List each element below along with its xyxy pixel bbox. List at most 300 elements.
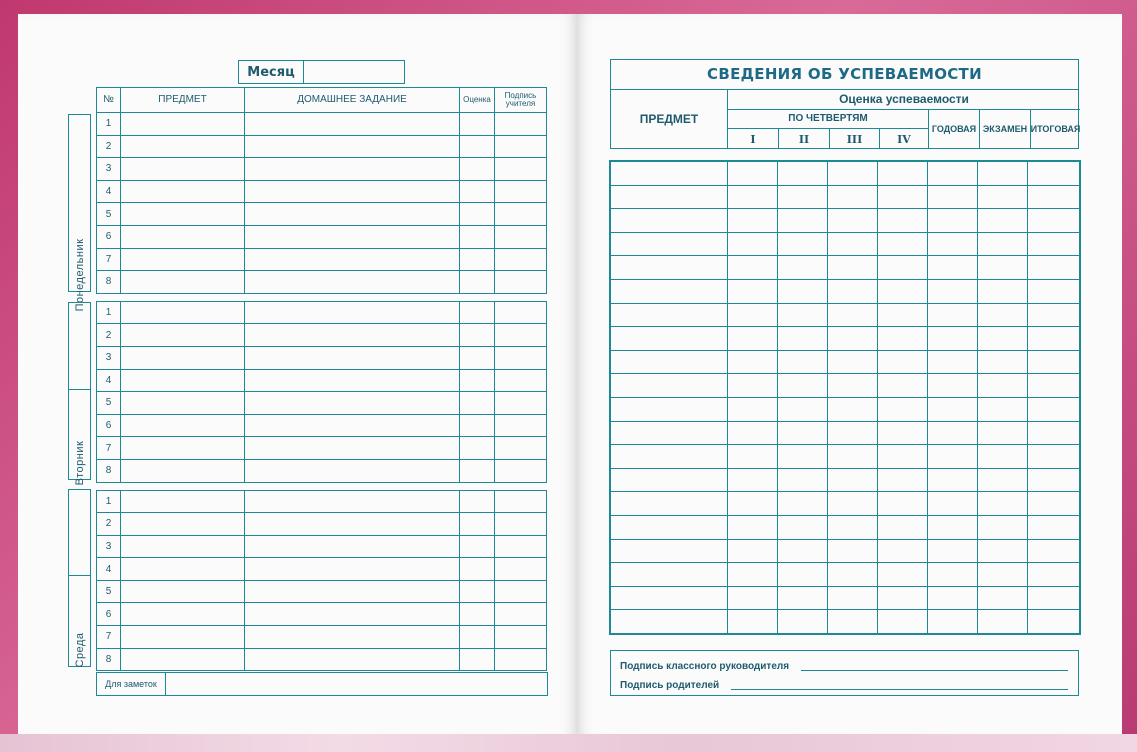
quarter-2-cell[interactable] xyxy=(778,232,828,256)
quarter-1-cell[interactable] xyxy=(728,492,778,516)
subject-cell[interactable] xyxy=(121,248,245,271)
subject-cell[interactable] xyxy=(121,414,245,437)
subject-cell[interactable] xyxy=(611,303,728,327)
lesson-row xyxy=(97,203,547,226)
annual-cell[interactable] xyxy=(928,327,978,351)
subject-cell[interactable] xyxy=(121,113,245,136)
grades-row xyxy=(611,303,1080,327)
teacher-signature-cell[interactable] xyxy=(495,180,547,203)
annual-cell[interactable] xyxy=(928,303,978,327)
homework-cell[interactable] xyxy=(245,603,460,626)
teacher-signature-cell[interactable] xyxy=(495,626,547,649)
homework-cell[interactable] xyxy=(245,225,460,248)
quarter-2-cell[interactable] xyxy=(778,350,828,374)
quarter-4-cell[interactable] xyxy=(878,421,928,445)
homework-cell[interactable] xyxy=(245,535,460,558)
quarter-4-cell[interactable] xyxy=(878,492,928,516)
column-homework: ДОМАШНЕЕ ЗАДАНИЕ xyxy=(245,88,460,113)
annual-cell[interactable] xyxy=(928,445,978,469)
quarter-3-cell[interactable] xyxy=(828,327,878,351)
quarter-3-cell[interactable] xyxy=(828,162,878,186)
teacher-signature-line2: учителя xyxy=(505,99,536,108)
exam-cell[interactable] xyxy=(978,374,1028,398)
quarter-4-cell[interactable] xyxy=(878,185,928,209)
quarter-3-cell[interactable] xyxy=(828,279,878,303)
exam-cell[interactable] xyxy=(978,350,1028,374)
quarter-4-cell[interactable] xyxy=(878,586,928,610)
subject-cell[interactable] xyxy=(611,492,728,516)
quarter-4-cell[interactable] xyxy=(878,303,928,327)
quarter-4-cell[interactable] xyxy=(878,468,928,492)
quarter-3-cell[interactable] xyxy=(828,232,878,256)
annual-header: ГОДОВАЯ xyxy=(931,124,977,134)
annual-cell[interactable] xyxy=(928,586,978,610)
subject-cell[interactable] xyxy=(611,586,728,610)
quarter-2-cell[interactable] xyxy=(778,397,828,421)
quarter-2-cell[interactable] xyxy=(778,445,828,469)
final-cell[interactable] xyxy=(1028,539,1080,563)
lesson-row xyxy=(97,558,547,581)
lesson-row xyxy=(97,459,547,482)
subject-cell[interactable] xyxy=(121,158,245,181)
teacher-signature-cell[interactable] xyxy=(495,490,547,513)
exam-cell[interactable] xyxy=(978,515,1028,539)
quarter-1-cell[interactable] xyxy=(728,162,778,186)
annual-cell[interactable] xyxy=(928,397,978,421)
teacher-signature-cell[interactable] xyxy=(495,414,547,437)
lesson-number: 5 xyxy=(97,580,121,603)
final-cell[interactable] xyxy=(1028,397,1080,421)
exam-cell[interactable] xyxy=(978,610,1028,634)
subject-cell[interactable] xyxy=(611,350,728,374)
teacher-signature-cell[interactable] xyxy=(495,392,547,415)
lesson-row xyxy=(97,271,547,294)
quarter-1-cell[interactable] xyxy=(728,421,778,445)
teacher-signature-cell[interactable] xyxy=(495,580,547,603)
quarter-3-cell[interactable] xyxy=(828,586,878,610)
subject-cell[interactable] xyxy=(611,232,728,256)
exam-cell[interactable] xyxy=(978,421,1028,445)
teacher-signature-cell[interactable] xyxy=(495,603,547,626)
grade-cell[interactable] xyxy=(460,580,495,603)
homework-cell[interactable] xyxy=(245,392,460,415)
quarter-1-cell[interactable] xyxy=(728,610,778,634)
homework-cell[interactable] xyxy=(245,369,460,392)
teacher-signature-cell[interactable] xyxy=(495,324,547,347)
teacher-signature-cell[interactable] xyxy=(495,248,547,271)
quarter-4-cell[interactable] xyxy=(878,350,928,374)
quarter-4-cell[interactable] xyxy=(878,610,928,634)
quarter-3-cell[interactable] xyxy=(828,303,878,327)
grade-cell[interactable] xyxy=(460,135,495,158)
annual-cell[interactable] xyxy=(928,232,978,256)
exam-cell[interactable] xyxy=(978,563,1028,587)
exam-cell[interactable] xyxy=(978,468,1028,492)
quarter-1-cell[interactable] xyxy=(728,279,778,303)
exam-cell[interactable] xyxy=(978,492,1028,516)
quarter-1-cell[interactable] xyxy=(728,586,778,610)
day-gap xyxy=(97,482,547,490)
annual-cell[interactable] xyxy=(928,492,978,516)
final-cell[interactable] xyxy=(1028,350,1080,374)
grade-cell[interactable] xyxy=(460,248,495,271)
quarter-2-cell[interactable] xyxy=(778,586,828,610)
quarter-1-cell[interactable] xyxy=(728,303,778,327)
final-cell[interactable] xyxy=(1028,303,1080,327)
quarter-1-cell[interactable] xyxy=(728,445,778,469)
final-cell[interactable] xyxy=(1028,232,1080,256)
lesson-row xyxy=(97,248,547,271)
teacher-signature-cell[interactable] xyxy=(495,113,547,136)
teacher-signature-cell[interactable] xyxy=(495,158,547,181)
day-box-tuesday xyxy=(68,302,91,486)
quarter-2-cell[interactable] xyxy=(778,563,828,587)
homework-cell[interactable] xyxy=(245,558,460,581)
subject-cell[interactable] xyxy=(611,397,728,421)
month-value-input[interactable] xyxy=(304,61,404,83)
grade-cell[interactable] xyxy=(460,414,495,437)
homework-cell[interactable] xyxy=(245,301,460,324)
quarter-4-cell[interactable] xyxy=(878,327,928,351)
quarter-4-cell[interactable] xyxy=(878,563,928,587)
final-cell[interactable] xyxy=(1028,374,1080,398)
homework-cell[interactable] xyxy=(245,324,460,347)
quarter-2-cell[interactable] xyxy=(778,468,828,492)
exam-cell[interactable] xyxy=(978,586,1028,610)
quarter-1-cell[interactable] xyxy=(728,327,778,351)
subject-cell[interactable] xyxy=(611,421,728,445)
subject-cell[interactable] xyxy=(121,535,245,558)
quarter-2-cell[interactable] xyxy=(778,492,828,516)
annual-cell[interactable] xyxy=(928,610,978,634)
quarter-4-cell[interactable] xyxy=(878,209,928,233)
teacher-signature-cell[interactable] xyxy=(495,437,547,460)
exam-cell[interactable] xyxy=(978,279,1028,303)
quarter-2-cell[interactable] xyxy=(778,279,828,303)
quarter-3-cell[interactable] xyxy=(828,397,878,421)
grade-cell[interactable] xyxy=(460,369,495,392)
grades-row xyxy=(611,397,1080,421)
grade-cell[interactable] xyxy=(460,113,495,136)
lesson-number: 5 xyxy=(97,392,121,415)
quarter-4-cell[interactable] xyxy=(878,397,928,421)
exam-cell[interactable] xyxy=(978,162,1028,186)
subject-cell[interactable] xyxy=(121,301,245,324)
grade-cell[interactable] xyxy=(460,324,495,347)
subject-cell[interactable] xyxy=(121,135,245,158)
quarter-3-cell[interactable] xyxy=(828,492,878,516)
final-cell[interactable] xyxy=(1028,515,1080,539)
annual-cell[interactable] xyxy=(928,209,978,233)
exam-cell[interactable] xyxy=(978,397,1028,421)
quarter-4-cell[interactable] xyxy=(878,256,928,280)
subject-cell[interactable] xyxy=(121,626,245,649)
month-label: Месяц xyxy=(239,61,304,83)
teacher-signature-cell[interactable] xyxy=(495,135,547,158)
exam-cell[interactable] xyxy=(978,256,1028,280)
quarter-3-cell[interactable] xyxy=(828,563,878,587)
column-teacher-signature xyxy=(495,88,547,113)
subject-cell[interactable] xyxy=(121,324,245,347)
final-cell[interactable] xyxy=(1028,586,1080,610)
teacher-signature-cell[interactable] xyxy=(495,535,547,558)
subject-cell[interactable] xyxy=(611,515,728,539)
final-cell[interactable] xyxy=(1028,563,1080,587)
final-cell[interactable] xyxy=(1028,421,1080,445)
quarter-2-cell[interactable] xyxy=(778,610,828,634)
subject-cell[interactable] xyxy=(121,203,245,226)
final-cell[interactable] xyxy=(1028,445,1080,469)
subject-cell[interactable] xyxy=(611,539,728,563)
annual-cell[interactable] xyxy=(928,468,978,492)
subject-cell[interactable] xyxy=(121,558,245,581)
column-number: № xyxy=(97,88,121,113)
lesson-number: 4 xyxy=(97,558,121,581)
annual-cell[interactable] xyxy=(928,256,978,280)
homework-cell[interactable] xyxy=(245,626,460,649)
final-cell[interactable] xyxy=(1028,162,1080,186)
grade-cell[interactable] xyxy=(460,626,495,649)
subject-cell[interactable] xyxy=(611,256,728,280)
homework-cell[interactable] xyxy=(245,490,460,513)
quarter-2-cell[interactable] xyxy=(778,539,828,563)
subject-cell[interactable] xyxy=(611,185,728,209)
teacher-signature-cell[interactable] xyxy=(495,301,547,324)
grade-cell[interactable] xyxy=(460,271,495,294)
signatures-box xyxy=(610,650,1079,696)
subject-cell[interactable] xyxy=(611,445,728,469)
grade-cell[interactable] xyxy=(460,203,495,226)
subject-cell[interactable] xyxy=(611,563,728,587)
quarter-1-cell[interactable] xyxy=(728,185,778,209)
homework-cell[interactable] xyxy=(245,203,460,226)
grade-cell[interactable] xyxy=(460,437,495,460)
homework-cell[interactable] xyxy=(245,158,460,181)
homework-cell[interactable] xyxy=(245,346,460,369)
quarter-2-cell[interactable] xyxy=(778,185,828,209)
annual-cell[interactable] xyxy=(928,563,978,587)
left-page xyxy=(18,14,577,738)
lesson-number: 8 xyxy=(97,648,121,671)
quarter-2-cell[interactable] xyxy=(778,162,828,186)
grade-cell[interactable] xyxy=(460,513,495,536)
exam-cell[interactable] xyxy=(978,209,1028,233)
annual-cell[interactable] xyxy=(928,350,978,374)
final-cell[interactable] xyxy=(1028,209,1080,233)
annual-cell[interactable] xyxy=(928,421,978,445)
final-cell[interactable] xyxy=(1028,279,1080,303)
homework-cell[interactable] xyxy=(245,648,460,671)
grade-cell[interactable] xyxy=(460,180,495,203)
subject-cell[interactable] xyxy=(121,225,245,248)
teacher-signature-cell[interactable] xyxy=(495,271,547,294)
performance-title: СВЕДЕНИЯ ОБ УСПЕВАЕМОСТИ xyxy=(611,60,1078,90)
subject-cell[interactable] xyxy=(611,374,728,398)
homework-cell[interactable] xyxy=(245,414,460,437)
quarter-3-cell[interactable] xyxy=(828,256,878,280)
grade-cell[interactable] xyxy=(460,603,495,626)
annual-cell[interactable] xyxy=(928,374,978,398)
quarter-1-cell[interactable] xyxy=(728,374,778,398)
teacher-signature-cell[interactable] xyxy=(495,225,547,248)
quarter-1-cell[interactable] xyxy=(728,539,778,563)
lesson-number: 6 xyxy=(97,414,121,437)
grade-cell[interactable] xyxy=(460,558,495,581)
quarter-1-cell[interactable] xyxy=(728,209,778,233)
grade-cell[interactable] xyxy=(460,225,495,248)
annual-cell[interactable] xyxy=(928,279,978,303)
teacher-signature-cell[interactable] xyxy=(495,459,547,482)
annual-cell[interactable] xyxy=(928,539,978,563)
quarter-2-cell[interactable] xyxy=(778,515,828,539)
parent-signature-input[interactable] xyxy=(731,689,1068,690)
final-cell[interactable] xyxy=(1028,185,1080,209)
quarter-4-cell[interactable] xyxy=(878,374,928,398)
quarter-1-cell[interactable] xyxy=(728,350,778,374)
quarter-1-header: I xyxy=(750,132,756,146)
lesson-number: 3 xyxy=(97,535,121,558)
subject-cell[interactable] xyxy=(121,603,245,626)
subject-cell[interactable] xyxy=(121,271,245,294)
quarter-1-cell[interactable] xyxy=(728,468,778,492)
quarter-1-cell[interactable] xyxy=(728,232,778,256)
teacher-signature-cell[interactable] xyxy=(495,648,547,671)
subject-cell[interactable] xyxy=(611,279,728,303)
quarter-2-cell[interactable] xyxy=(778,256,828,280)
notes-input[interactable] xyxy=(166,673,547,695)
parent-signature-label: Подпись родителей xyxy=(620,680,720,691)
grades-row xyxy=(611,327,1080,351)
teacher-signature-cell[interactable] xyxy=(495,513,547,536)
annual-cell[interactable] xyxy=(928,515,978,539)
quarter-3-cell[interactable] xyxy=(828,445,878,469)
grades-row xyxy=(611,256,1080,280)
quarter-2-cell[interactable] xyxy=(778,327,828,351)
quarter-3-cell[interactable] xyxy=(828,515,878,539)
homework-cell[interactable] xyxy=(245,271,460,294)
quarter-2-cell[interactable] xyxy=(778,209,828,233)
teacher-signature-cell[interactable] xyxy=(495,203,547,226)
quarter-3-cell[interactable] xyxy=(828,185,878,209)
subject-cell[interactable] xyxy=(121,648,245,671)
homework-cell[interactable] xyxy=(245,459,460,482)
homework-cell[interactable] xyxy=(245,580,460,603)
final-cell[interactable] xyxy=(1028,256,1080,280)
annual-cell[interactable] xyxy=(928,185,978,209)
teacher-signature-row xyxy=(620,654,1068,674)
subject-cell[interactable] xyxy=(121,369,245,392)
teacher-signature-cell[interactable] xyxy=(495,369,547,392)
homework-cell[interactable] xyxy=(245,135,460,158)
subject-cell[interactable] xyxy=(121,580,245,603)
grade-cell[interactable] xyxy=(460,535,495,558)
final-cell[interactable] xyxy=(1028,468,1080,492)
subject-cell[interactable] xyxy=(121,490,245,513)
month-field xyxy=(238,60,405,84)
lesson-number: 2 xyxy=(97,513,121,536)
quarter-3-cell[interactable] xyxy=(828,539,878,563)
subject-cell[interactable] xyxy=(121,346,245,369)
day-label-wednesday: Среда xyxy=(73,632,86,668)
subject-cell[interactable] xyxy=(611,468,728,492)
quarter-1-cell[interactable] xyxy=(728,515,778,539)
subject-cell[interactable] xyxy=(611,209,728,233)
final-cell[interactable] xyxy=(1028,492,1080,516)
grades-row xyxy=(611,162,1080,186)
grade-cell[interactable] xyxy=(460,301,495,324)
quarter-3-cell[interactable] xyxy=(828,610,878,634)
quarter-4-cell[interactable] xyxy=(878,162,928,186)
quarter-1-cell[interactable] xyxy=(728,397,778,421)
subject-cell[interactable] xyxy=(611,610,728,634)
quarter-1-cell[interactable] xyxy=(728,256,778,280)
lesson-row xyxy=(97,369,547,392)
notes-label: Для заметок xyxy=(97,673,166,695)
subject-cell[interactable] xyxy=(121,513,245,536)
homework-cell[interactable] xyxy=(245,113,460,136)
exam-cell[interactable] xyxy=(978,185,1028,209)
grade-cell[interactable] xyxy=(460,346,495,369)
grade-cell[interactable] xyxy=(460,648,495,671)
final-cell[interactable] xyxy=(1028,610,1080,634)
quarter-3-cell[interactable] xyxy=(828,209,878,233)
homework-cell[interactable] xyxy=(245,437,460,460)
teacher-signature-cell[interactable] xyxy=(495,346,547,369)
subject-cell[interactable] xyxy=(121,180,245,203)
quarter-3-cell[interactable] xyxy=(828,374,878,398)
grades-row xyxy=(611,350,1080,374)
exam-cell[interactable] xyxy=(978,445,1028,469)
lesson-row xyxy=(97,324,547,347)
subject-cell[interactable] xyxy=(121,392,245,415)
exam-cell[interactable] xyxy=(978,539,1028,563)
day-divider xyxy=(69,575,90,576)
quarter-4-cell[interactable] xyxy=(878,539,928,563)
exam-cell[interactable] xyxy=(978,303,1028,327)
quarter-3-cell[interactable] xyxy=(828,468,878,492)
teacher-signature-cell[interactable] xyxy=(495,558,547,581)
homework-cell[interactable] xyxy=(245,180,460,203)
grade-cell[interactable] xyxy=(460,459,495,482)
grade-cell[interactable] xyxy=(460,490,495,513)
lesson-number: 4 xyxy=(97,369,121,392)
quarter-4-cell[interactable] xyxy=(878,445,928,469)
exam-cell[interactable] xyxy=(978,327,1028,351)
quarter-3-cell[interactable] xyxy=(828,350,878,374)
quarter-4-cell[interactable] xyxy=(878,232,928,256)
subject-cell[interactable] xyxy=(121,437,245,460)
quarter-2-cell[interactable] xyxy=(778,421,828,445)
lesson-row xyxy=(97,414,547,437)
homework-cell[interactable] xyxy=(245,513,460,536)
exam-cell[interactable] xyxy=(978,232,1028,256)
teacher-signature-input[interactable] xyxy=(801,670,1068,671)
quarter-3-cell[interactable] xyxy=(828,421,878,445)
quarter-2-cell[interactable] xyxy=(778,374,828,398)
quarter-4-cell[interactable] xyxy=(878,279,928,303)
subject-cell[interactable] xyxy=(611,327,728,351)
annual-cell[interactable] xyxy=(928,162,978,186)
quarter-2-cell[interactable] xyxy=(778,303,828,327)
grade-cell[interactable] xyxy=(460,158,495,181)
homework-cell[interactable] xyxy=(245,248,460,271)
quarter-1-cell[interactable] xyxy=(728,563,778,587)
quarter-4-cell[interactable] xyxy=(878,515,928,539)
final-cell[interactable] xyxy=(1028,327,1080,351)
grade-cell[interactable] xyxy=(460,392,495,415)
subject-cell[interactable] xyxy=(121,459,245,482)
subject-cell[interactable] xyxy=(611,162,728,186)
